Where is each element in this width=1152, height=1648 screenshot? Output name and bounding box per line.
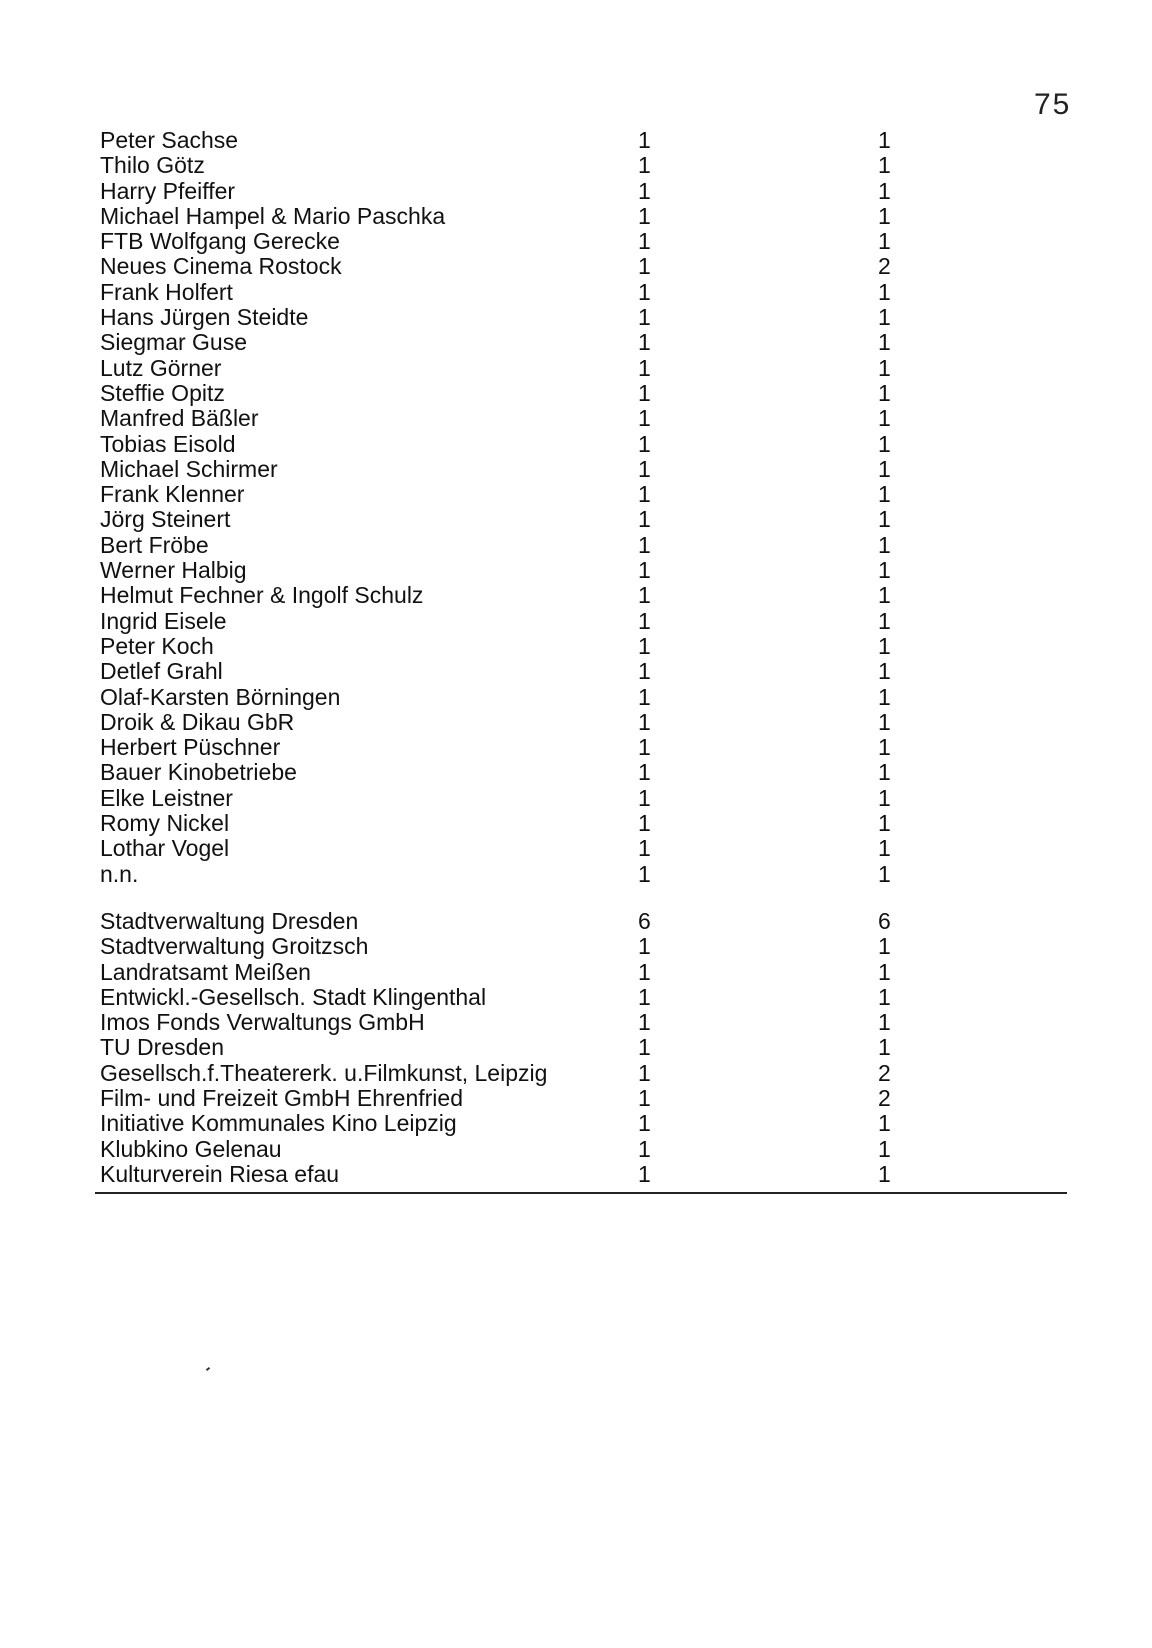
table-row <box>95 836 1067 861</box>
row-count-2: 1 <box>878 531 891 558</box>
table-row <box>95 786 1067 811</box>
row-count-1: 1 <box>638 1059 651 1086</box>
row-name: Lutz Görner <box>100 354 222 381</box>
table-row <box>95 1061 1067 1086</box>
row-count-2: 1 <box>878 658 891 685</box>
row-count-2: 1 <box>878 354 891 381</box>
row-name: Frank Holfert <box>100 278 233 305</box>
table-row <box>95 507 1067 532</box>
row-count-1: 1 <box>638 430 651 457</box>
table-row <box>95 1035 1067 1060</box>
row-count-1: 1 <box>638 506 651 533</box>
row-name: Elke Leistner <box>100 784 233 811</box>
row-count-1: 1 <box>638 958 651 985</box>
listing-table <box>95 128 1067 1187</box>
table-row <box>95 960 1067 985</box>
table-row <box>95 685 1067 710</box>
table-row <box>95 985 1067 1010</box>
row-count-1: 1 <box>638 228 651 255</box>
row-count-1: 1 <box>638 278 651 305</box>
row-name: Landratsamt Meißen <box>100 958 311 985</box>
row-count-2: 1 <box>878 228 891 255</box>
row-count-2: 2 <box>878 253 891 280</box>
row-count-2: 1 <box>878 304 891 331</box>
row-count-2: 1 <box>878 860 891 887</box>
table-row <box>95 1162 1067 1187</box>
row-name: Lothar Vogel <box>100 835 230 862</box>
row-name: Klubkino Gelenau <box>100 1135 282 1162</box>
row-name: Thilo Götz <box>100 152 205 179</box>
row-name: Imos Fonds Verwaltungs GmbH <box>100 1009 425 1036</box>
row-count-2: 1 <box>878 481 891 508</box>
table-row <box>95 482 1067 507</box>
row-count-1: 1 <box>638 1084 651 1111</box>
row-count-2: 1 <box>878 734 891 761</box>
row-count-1: 1 <box>638 557 651 584</box>
scan-speck <box>206 1367 210 1371</box>
row-count-1: 1 <box>638 683 651 710</box>
table-row <box>95 760 1067 785</box>
row-count-1: 1 <box>638 759 651 786</box>
row-name: Detlef Grahl <box>100 658 223 685</box>
row-count-2: 1 <box>878 430 891 457</box>
row-count-2: 1 <box>878 405 891 432</box>
row-count-2: 1 <box>878 177 891 204</box>
row-count-2: 1 <box>878 202 891 229</box>
row-count-2: 1 <box>878 329 891 356</box>
row-count-1: 1 <box>638 177 651 204</box>
row-count-1: 1 <box>638 304 651 331</box>
table-row <box>95 811 1067 836</box>
row-count-1: 1 <box>638 734 651 761</box>
table-row <box>95 909 1067 934</box>
table-row <box>95 710 1067 735</box>
row-count-1: 1 <box>638 329 651 356</box>
row-name: Stadtverwaltung Dresden <box>100 907 359 934</box>
row-name: Kulturverein Riesa efau <box>100 1160 340 1187</box>
row-count-2: 1 <box>878 784 891 811</box>
row-count-1: 1 <box>638 607 651 634</box>
row-count-2: 1 <box>878 759 891 786</box>
table-row <box>95 934 1067 959</box>
table-bottom-rule <box>95 1192 1067 1194</box>
row-count-2: 1 <box>878 983 891 1010</box>
row-count-2: 1 <box>878 127 891 153</box>
row-name: Neues Cinema Rostock <box>100 253 342 280</box>
row-count-1: 1 <box>638 860 651 887</box>
row-count-1: 1 <box>638 1110 651 1137</box>
table-row <box>95 533 1067 558</box>
table-row <box>95 558 1067 583</box>
row-name: Hans Jürgen Steidte <box>100 304 309 331</box>
row-name: Peter Koch <box>100 632 214 659</box>
row-name: Michael Hampel & Mario Paschka <box>100 202 446 229</box>
row-count-2: 1 <box>878 582 891 609</box>
table-row <box>95 1137 1067 1162</box>
row-count-1: 1 <box>638 1009 651 1036</box>
row-count-1: 1 <box>638 1034 651 1061</box>
row-count-2: 1 <box>878 708 891 735</box>
row-count-1: 1 <box>638 835 651 862</box>
row-count-2: 1 <box>878 933 891 960</box>
row-name: Jörg Steinert <box>100 506 231 533</box>
row-name: Initiative Kommunales Kino Leipzig <box>100 1110 457 1137</box>
row-count-2: 1 <box>878 278 891 305</box>
table-row <box>95 609 1067 634</box>
row-name: Bert Fröbe <box>100 531 209 558</box>
row-count-1: 1 <box>638 784 651 811</box>
row-count-1: 1 <box>638 354 651 381</box>
row-name: Entwickl.-Gesellsch. Stadt Klingenthal <box>100 983 487 1010</box>
row-name: n.n. <box>100 860 139 887</box>
row-count-2: 1 <box>878 958 891 985</box>
row-name: TU Dresden <box>100 1034 224 1061</box>
row-count-2: 1 <box>878 835 891 862</box>
group-separator <box>95 887 1067 909</box>
row-count-1: 1 <box>638 1160 651 1187</box>
row-count-2: 2 <box>878 1059 891 1086</box>
table-row <box>95 1086 1067 1111</box>
row-count-1: 1 <box>638 379 651 406</box>
group-institutions <box>95 909 1067 1187</box>
row-name: Helmut Fechner & Ingolf Schulz <box>100 582 424 609</box>
row-count-2: 1 <box>878 152 891 179</box>
row-count-1: 1 <box>638 632 651 659</box>
table-row <box>95 735 1067 760</box>
row-count-2: 1 <box>878 557 891 584</box>
row-count-1: 1 <box>638 253 651 280</box>
row-count-1: 1 <box>638 1135 651 1162</box>
table-row <box>95 432 1067 457</box>
row-count-1: 1 <box>638 127 651 153</box>
row-name: Manfred Bäßler <box>100 405 259 432</box>
row-count-1: 1 <box>638 152 651 179</box>
table-row <box>95 1010 1067 1035</box>
row-name: Harry Pfeiffer <box>100 177 236 204</box>
table-row <box>95 280 1067 305</box>
row-name: Stadtverwaltung Groitzsch <box>100 933 369 960</box>
row-count-1: 1 <box>638 708 651 735</box>
row-count-1: 1 <box>638 658 651 685</box>
row-name: Ingrid Eisele <box>100 607 227 634</box>
table-row <box>95 179 1067 204</box>
row-name: Herbert Püschner <box>100 734 281 761</box>
row-name: Olaf-Karsten Börningen <box>100 683 341 710</box>
page-number: 75 <box>1034 88 1072 121</box>
row-name: Droik & Dikau GbR <box>100 708 295 735</box>
row-count-2: 1 <box>878 1160 891 1187</box>
row-count-1: 6 <box>638 907 651 934</box>
row-name: Steffie Opitz <box>100 379 225 406</box>
row-name: FTB Wolfgang Gerecke <box>100 228 340 255</box>
table-row <box>95 457 1067 482</box>
table-row <box>95 229 1067 254</box>
row-count-2: 1 <box>878 1009 891 1036</box>
row-name: Film- und Freizeit GmbH Ehrenfried <box>100 1084 463 1111</box>
row-name: Peter Sachse <box>100 127 239 153</box>
row-count-2: 1 <box>878 1034 891 1061</box>
row-count-1: 1 <box>638 405 651 432</box>
row-count-1: 1 <box>638 202 651 229</box>
table-row <box>95 406 1067 431</box>
row-count-1: 1 <box>638 531 651 558</box>
row-name: Siegmar Guse <box>100 329 248 356</box>
table-row <box>95 659 1067 684</box>
row-count-2: 1 <box>878 379 891 406</box>
row-count-2: 1 <box>878 810 891 837</box>
row-count-1: 1 <box>638 481 651 508</box>
group-individuals <box>95 128 1067 887</box>
table-row <box>95 1111 1067 1136</box>
row-count-2: 1 <box>878 455 891 482</box>
table-row <box>95 254 1067 279</box>
table-row <box>95 583 1067 608</box>
table-row <box>95 330 1067 355</box>
row-count-2: 1 <box>878 683 891 710</box>
row-count-1: 1 <box>638 582 651 609</box>
row-count-2: 6 <box>878 907 891 934</box>
table-row <box>95 862 1067 887</box>
table-row <box>95 381 1067 406</box>
row-count-2: 1 <box>878 607 891 634</box>
table-row <box>95 356 1067 381</box>
table-row <box>95 128 1067 153</box>
row-count-2: 1 <box>878 1110 891 1137</box>
row-name: Bauer Kinobetriebe <box>100 759 297 786</box>
row-count-1: 1 <box>638 983 651 1010</box>
row-count-2: 1 <box>878 1135 891 1162</box>
row-count-1: 1 <box>638 455 651 482</box>
row-name: Werner Halbig <box>100 557 247 584</box>
row-count-1: 1 <box>638 933 651 960</box>
row-count-2: 2 <box>878 1084 891 1111</box>
row-count-1: 1 <box>638 810 651 837</box>
row-name: Tobias Eisold <box>100 430 236 457</box>
row-count-2: 1 <box>878 506 891 533</box>
row-name: Gesellsch.f.Theatererk. u.Filmkunst, Leipzig <box>100 1059 548 1086</box>
table-row <box>95 153 1067 178</box>
row-count-2: 1 <box>878 632 891 659</box>
table-row <box>95 634 1067 659</box>
table-row <box>95 204 1067 229</box>
row-name: Frank Klenner <box>100 481 245 508</box>
row-name: Romy Nickel <box>100 810 230 837</box>
table-row <box>95 305 1067 330</box>
row-name: Michael Schirmer <box>100 455 278 482</box>
